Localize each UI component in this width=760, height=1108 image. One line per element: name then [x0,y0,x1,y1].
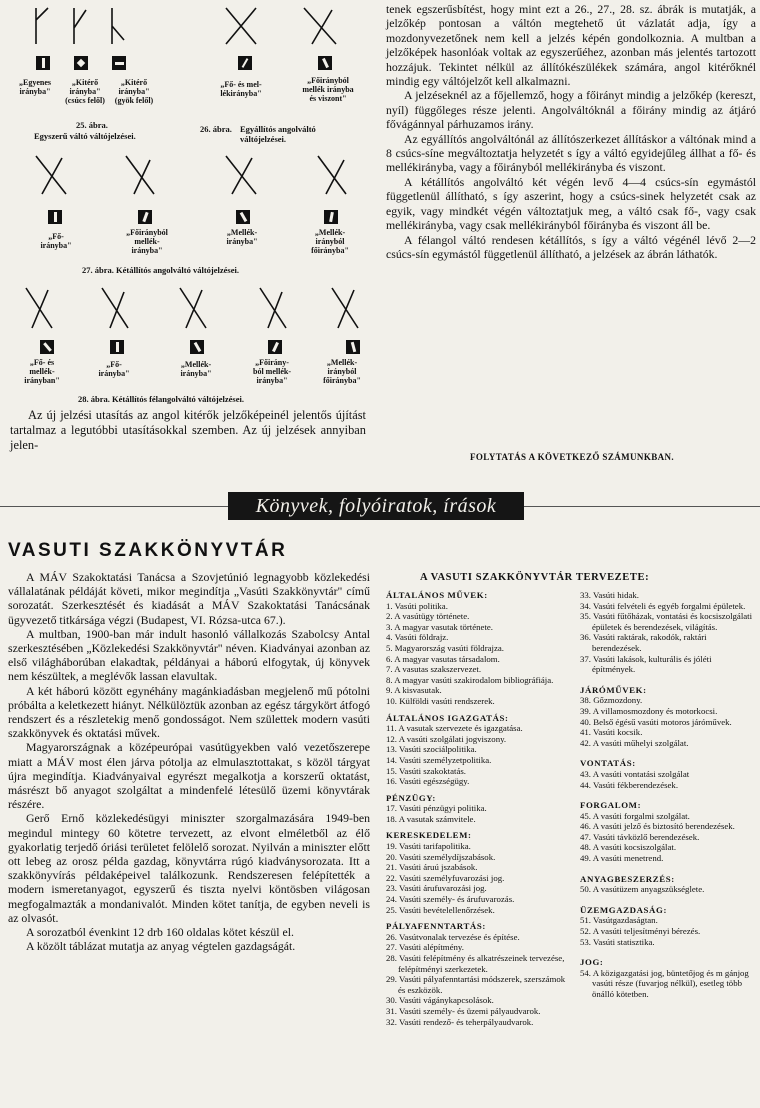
signal-icon-main-to-side [138,210,152,224]
plan-item: 54. A közigazgatási jog, büntetőjog és m gánjog vasúti része (fuvarjog nélkül), esetleg több önálló kötetben. [580,967,749,999]
fig25-label-3: „Kitérő irányba" (gyök felől) [114,78,154,105]
plan-item: 14. Vasúti személyzetpolitika. [386,754,492,765]
plan-item: 30. Vasúti vágánykapcsolások. [386,995,494,1006]
signal-icon-diverging-point [74,56,88,70]
plan-list [580,915,756,947]
plan-item: 10. Külföldi vasúti rendszerek. [386,695,495,706]
plan-item: 27. Vasúti alépítmény. [386,942,464,953]
plan-item: 22. Vasúti személyfuvarozási jog. [386,872,505,883]
fig26-label-1: „Fő- és mel- lékirányba" [220,80,262,98]
article-title: VASUTI SZAKKÖNYVTÁR [8,540,288,561]
fig26-number: 26. ábra. [200,124,232,134]
plan-item: 17. Vasúti pénzügyi politika. [386,803,487,814]
fig25-label-1: „Egyenes irányba" [19,78,51,96]
plan-right-column [580,590,756,1000]
fig28-label-3: „Mellék- irányba" [180,360,212,378]
plan-section [386,793,570,825]
article-paragraph-6: A sorozatból évenkint 12 drb 160 oldalas kötet készül el. [26,925,294,940]
signal-icon-main-and-side [40,340,54,354]
plan-item: 23. Vasúti árufuvarozási jog. [386,883,487,894]
fig27-label-1: „Fő- irányba" [40,232,72,250]
plan-item: 11. A vasutak szervezete és igazgatása. [386,723,523,734]
plan-item: 8. A magyar vasúti szakirodalom bibliográfiája. [386,674,554,685]
article-paragraph-3: A két háború között egynéhány magánkiadásban megjelenő mű pótolni próbálta a keletkezett hiányt. Nélkülöztük azonban az egész tárgykört átfogó rendszert és a részletekig menő gondosságot. Nem születtek modern vasúti szakkönyvek és oktatási művek. [8,683,370,741]
plan-item: 12. A vasúti szolgálati jogviszony. [386,733,507,744]
plan-item: 39. A villamosmozdony és motorkocsi. [580,705,718,716]
plan-section [580,758,756,790]
right-paragraph-2: A jelzéseknél az a főjellemző, hogy a főirányt mindig a jelzőkép (kereszt, nyíl) függőleges része jelenti. Angolváltóknál a főirány mindig az átjáró fővágánnyal párhuzamos irány. [386,88,756,132]
plan-list [386,803,570,824]
plan-item: 20. Vasúti személydíjszabások. [386,851,496,862]
plan-item: 46. A vasúti jelző és biztosító berendezések. [580,821,735,832]
right-paragraph-4: A kétállítós angolváltó két végén levő 4—4 csúcs-sín egymástól függetlenül állítható, s így aszerint, hogy a csúcs-sinek helyzetét csak az egyik, vagy mindkét végén változtatjuk meg, a váltó csak fő-, vagy csak mellékirányba, vagy csak mellékirányból főirányba és viszont áll be. [386,174,756,233]
plan-item: 48. A vasúti kocsiszolgálat. [580,842,677,853]
plan-section [580,800,756,864]
plan-item: 4. Vasúti földrajz. [386,632,449,643]
plan-item: 28. Vasúti felépítmény és alkatrészeinek tervezése, felépítményi szerkezetek. [386,953,565,974]
plan-heading-finance: PÉNZÜGY: [386,792,436,803]
fig26-caption: Egyállítós angolváltó váltójelzései. [240,124,316,144]
plan-item: 9. A kisvasutak. [386,685,442,696]
plan-item: 29. Vasúti pályafenntartási módszerek, szerszámok és eszközök. [386,974,566,995]
plan-item: 42. A vasúti műhelyi szolgálat. [580,737,689,748]
switch-diagram-fig27 [26,150,356,200]
right-paragraph-3: Az egyállítós angolváltónál az állítószerkezet állításkor a váltónak mind a 8 csúcs-síne megváltoztatja helyzetét s így a váltó egyidejűleg állhat a fő- és mellékirányba, vagy a főirányból mellékirányba és viszont. [386,131,756,175]
plan-heading-law: JOG: [580,957,604,968]
plan-item: 47. Vasúti távközlő berendezések. [580,831,700,842]
plan-section [386,921,570,1027]
article-paragraph-2: A multban, 1900-ban már indult hasonló vállalkozás Szabolcsy Antal szerkesztésében „Közlekedési Szakkönyvtár" néven. Kiadványai azonban az első világháborúban elakadtak, példányai a háború elfogytak, új könyvek nem készültek, a meglévők lassan elavultak. [8,626,370,684]
plan-list [386,601,570,707]
left-intro-text [10,408,366,453]
section-banner [228,492,524,520]
fig27-label-4: „Mellék- irányból főirányba" [311,228,349,255]
fig28-label-4: „Főirány- ból mellék- irányba" [253,358,291,385]
plan-heading-economy: ÜZEMGAZDASÁG: [580,904,667,915]
plan-heading-track: PÁLYAFENNTARTÁS: [386,921,486,932]
plan-item: 51. Vasútgazdaságtan. [580,915,658,926]
plan-heading-administration: ÁLTALÁNOS IGAZGATÁS: [386,712,509,723]
plan-section [580,685,756,749]
plan-item: 53. Vasúti statisztika. [580,936,655,947]
plan-item: 44. Vasúti fékberendezések. [580,779,679,790]
plan-item: 16. Vasúti egészségügy. [386,776,470,787]
signal-icon-side-to-main [324,210,338,224]
plan-item: 36. Vasúti raktárak, rakodók, raktári berendezések. [580,632,707,653]
fig26-label-2: „Főirányból mellék irányba és viszont" [302,76,354,103]
fig28-label-5: „Mellék- irányból főirányba" [323,358,361,385]
plan-item: 26. Vasútvonalak tervezése és építése. [386,931,520,942]
plan-item: 38. Gőzmozdony. [580,695,643,706]
plan-list [580,695,756,748]
continuation-note: FOLYTATÁS A KÖVETKEZŐ SZÁMUNKBAN. [470,452,675,462]
plan-item: 32. Vasúti rendező- és teherpályaudvarok. [386,1016,534,1027]
switch-diagram-fig28 [16,284,366,334]
plan-item: 35. Vasúti fűtőházak, vontatási és kocsiszolgálati épületek és berendezések, világítás. [580,611,753,632]
fig25-label-2: „Kitérő irányba" (csúcs felől) [65,78,105,105]
plan-list [580,968,756,1000]
plan-item: 34. Vasúti felvételi és egyéb forgalmi épületek. [580,600,746,611]
switch-diagram-fig25 [26,6,136,46]
plan-item: 43. A vasúti vontatási szolgálat [580,768,690,779]
plan-heading-general: ÁLTALÁNOS MŰVEK: [386,590,488,600]
plan-item: 33. Vasúti hidak. [580,590,639,600]
signal-icon-side-28 [190,340,204,354]
fig27-caption: 27. ábra. Kétállítós angolváltó váltójelzései. [82,265,239,275]
plan-item: 49. A vasúti menetrend. [580,853,664,864]
plan-item: 19. Vasúti tarifapolitika. [386,841,471,852]
plan-heading-procurement: ANYAGBESZERZÉS: [580,873,675,884]
fig28-label-2: „Fő- irányba" [98,360,130,378]
plan-list [386,932,570,1027]
plan-item: 41. Vasúti kocsik. [580,727,643,738]
plan-item: 2. A vasútügy története. [386,611,470,622]
plan-item: 7. A vasutas szakszervezet. [386,664,482,675]
plan-heading-vehicles: JÁRÓMŰVEK: [580,684,647,695]
signal-icon-main-28 [110,340,124,354]
plan-section [386,830,570,915]
plan-section [580,905,756,947]
plan-list [580,590,756,675]
plan-section [386,713,570,787]
plan-section [580,874,756,895]
fig28-caption: 28. ábra. Kétállítós félangolváltó váltójelzései. [78,394,244,404]
fig25-number: 25. ábra. [76,120,108,130]
signal-icon-cross [238,56,252,70]
signal-icon-diverging-root [112,56,126,70]
plan-item: 15. Vasúti szakoktatás. [386,765,466,776]
signal-icon-arrow [318,56,332,70]
right-paragraph-1: tenek egszerűsbítést, hogy mint ezt a 26., 27., 28. sz. ábrák is mutatják, a jelzőkép pontosan a váltón megtehető út vázlatát adja, így a mozdonyvezetőnek nem kell a jelzés képén gondolkoznia. A multban a jelzőképek hasonlóak voltak az egyszerűéhez, azonban más jelentés tartozott hozzájuk. Tekintet nélkül az állítókészülékek számára, angol kitérőknél mindig egy váltójelzőt kell alkalmazni. [386,2,756,89]
right-paragraph-5: A félangol váltó rendesen kétállítós, s így a váltó végénél lévő 2—2 csúcs-sín egymástól függetlenül állítható, a jelzések az ábrán láthatók. [386,232,756,261]
plan-item: 3. A magyar vasutak története. [386,621,493,632]
plan-item: 45. A vasúti forgalmi szolgálat. [580,810,690,821]
plan-item: 25. Vasúti bevételellenőrzések. [386,904,495,915]
fig28-label-1: „Fő- és mellék- irányban" [24,358,60,385]
plan-list [386,841,570,915]
signal-icon-straight [36,56,50,70]
plan-list [386,723,570,787]
plan-item: 1. Vasúti politika. [386,600,448,611]
plan-list [580,811,756,864]
plan-heading-traction: VONTATÁS: [580,758,636,769]
signal-icon-side [236,210,250,224]
article-paragraph-4: Magyarországnak a középeurópai vasútügyekben való vezetőszerepe miatt a MÁV most élen járva pótolja az elmulasztottakat, s közöl tárgyat újra megindítja. Kiadványaival egyrészt megalkotja a korszerű oktatást, másrészt bő anyagot szolgáltat a mindenfelé létesülő üzemi könyvtárak részére. [8,740,370,812]
fig27-label-2: „Főirányból mellék- irányba" [126,228,168,255]
signal-icon-main-to-side-28 [268,340,282,354]
plan-item: 31. Vasúti személy- és üzemi pályaudvarok. [386,1005,541,1016]
plan-section [580,957,756,999]
plan-section [580,590,756,675]
figures-area [6,0,374,420]
plan-list [580,884,756,895]
plan-item: 18. A vasutak számvitele. [386,813,476,824]
left-intro-paragraph: Az új jelzési utasítás az angol kitérők jelzőképeinél jelentős újítást tartalmaz a legutóbbi utasításokkal szemben. Az új jelzések annyiban jelen- [10,408,366,452]
switch-diagram-fig26 [216,6,346,46]
fig25-caption: Egyszerű váltó váltójelzései. [34,131,136,141]
article-body [8,570,370,953]
plan-item: 24. Vasúti személy- és árufuvarozás. [386,894,515,905]
plan-item: 50. A vasútüzem anyagszükséglete. [580,884,705,895]
article-paragraph-1: A MÁV Szakoktatási Tanácsa a Szovjetúnió legnagyobb közlekedési vállalatának példáját követi, mikor megindítja „Vasúti Szakkönyvtár" című sorozatát. Szerkesztését és kiadását a MÁV Szakoktatási Tanácsának ügyvezető titkársága végzi (Budapest, VI. Rózsa-utca 67.). [8,570,370,627]
plan-heading-traffic: FORGALOM: [580,800,642,811]
signal-icon-side-to-main-28 [346,340,360,354]
section-banner-text: Könyvek, folyóiratok, írások [255,494,497,517]
article-paragraph-7: A közölt táblázat mutatja az anyag végtelen gazdagságát. [26,939,296,954]
plan-item: 52. A vasúti teljesítményi bérezés. [580,926,701,937]
plan-heading-commerce: KERESKEDELEM: [386,830,472,841]
plan-left-column [386,584,570,1027]
article-paragraph-5: Gerő Ernő közlekedésügyi miniszter szorgalmazására 1949-ben megindul mintegy 60 kötetre tervezett, az elvont elméletből az élő gyakorlatig terjedő óriási területet felölelő sorozat. Nyilván a miniszter előtt ott lebeg az orosz példa gazdag, könyvtárra rúgó kiadványsorozata. Itt a szakkönyvírás példaképeivel találkozunk. Rendszeresen felépítették a modern ismeretanyagot, egyszerű és tiszta nyelvi köntösben világosan megfogalmazták a mondanivalót. Minden kötet tanítja, de egyben neveli is az olvasót. [8,811,370,925]
signal-icon-main [48,210,62,224]
fig27-label-3: „Mellék- irányba" [226,228,258,246]
plan-item: 40. Belső égésű vasúti motoros járóművek. [580,716,732,727]
plan-item: 37. Vasúti lakások, kulturális és jóléti építmények. [580,653,712,675]
right-column-text [386,2,756,261]
plan-item: 6. A magyar vasutas társadalom. [386,653,500,664]
plan-item: 5. Magyarország vasúti földrajza. [386,642,504,653]
plan-list [580,769,756,790]
plan-item: 21. Vasúti áruú jszabások. [386,862,478,873]
plan-title: A VASUTI SZAKKÖNYVTÁR TERVEZETE: [420,572,650,583]
plan-item: 13. Vasúti szociálpolitika. [386,744,477,755]
plan-section [386,590,570,707]
